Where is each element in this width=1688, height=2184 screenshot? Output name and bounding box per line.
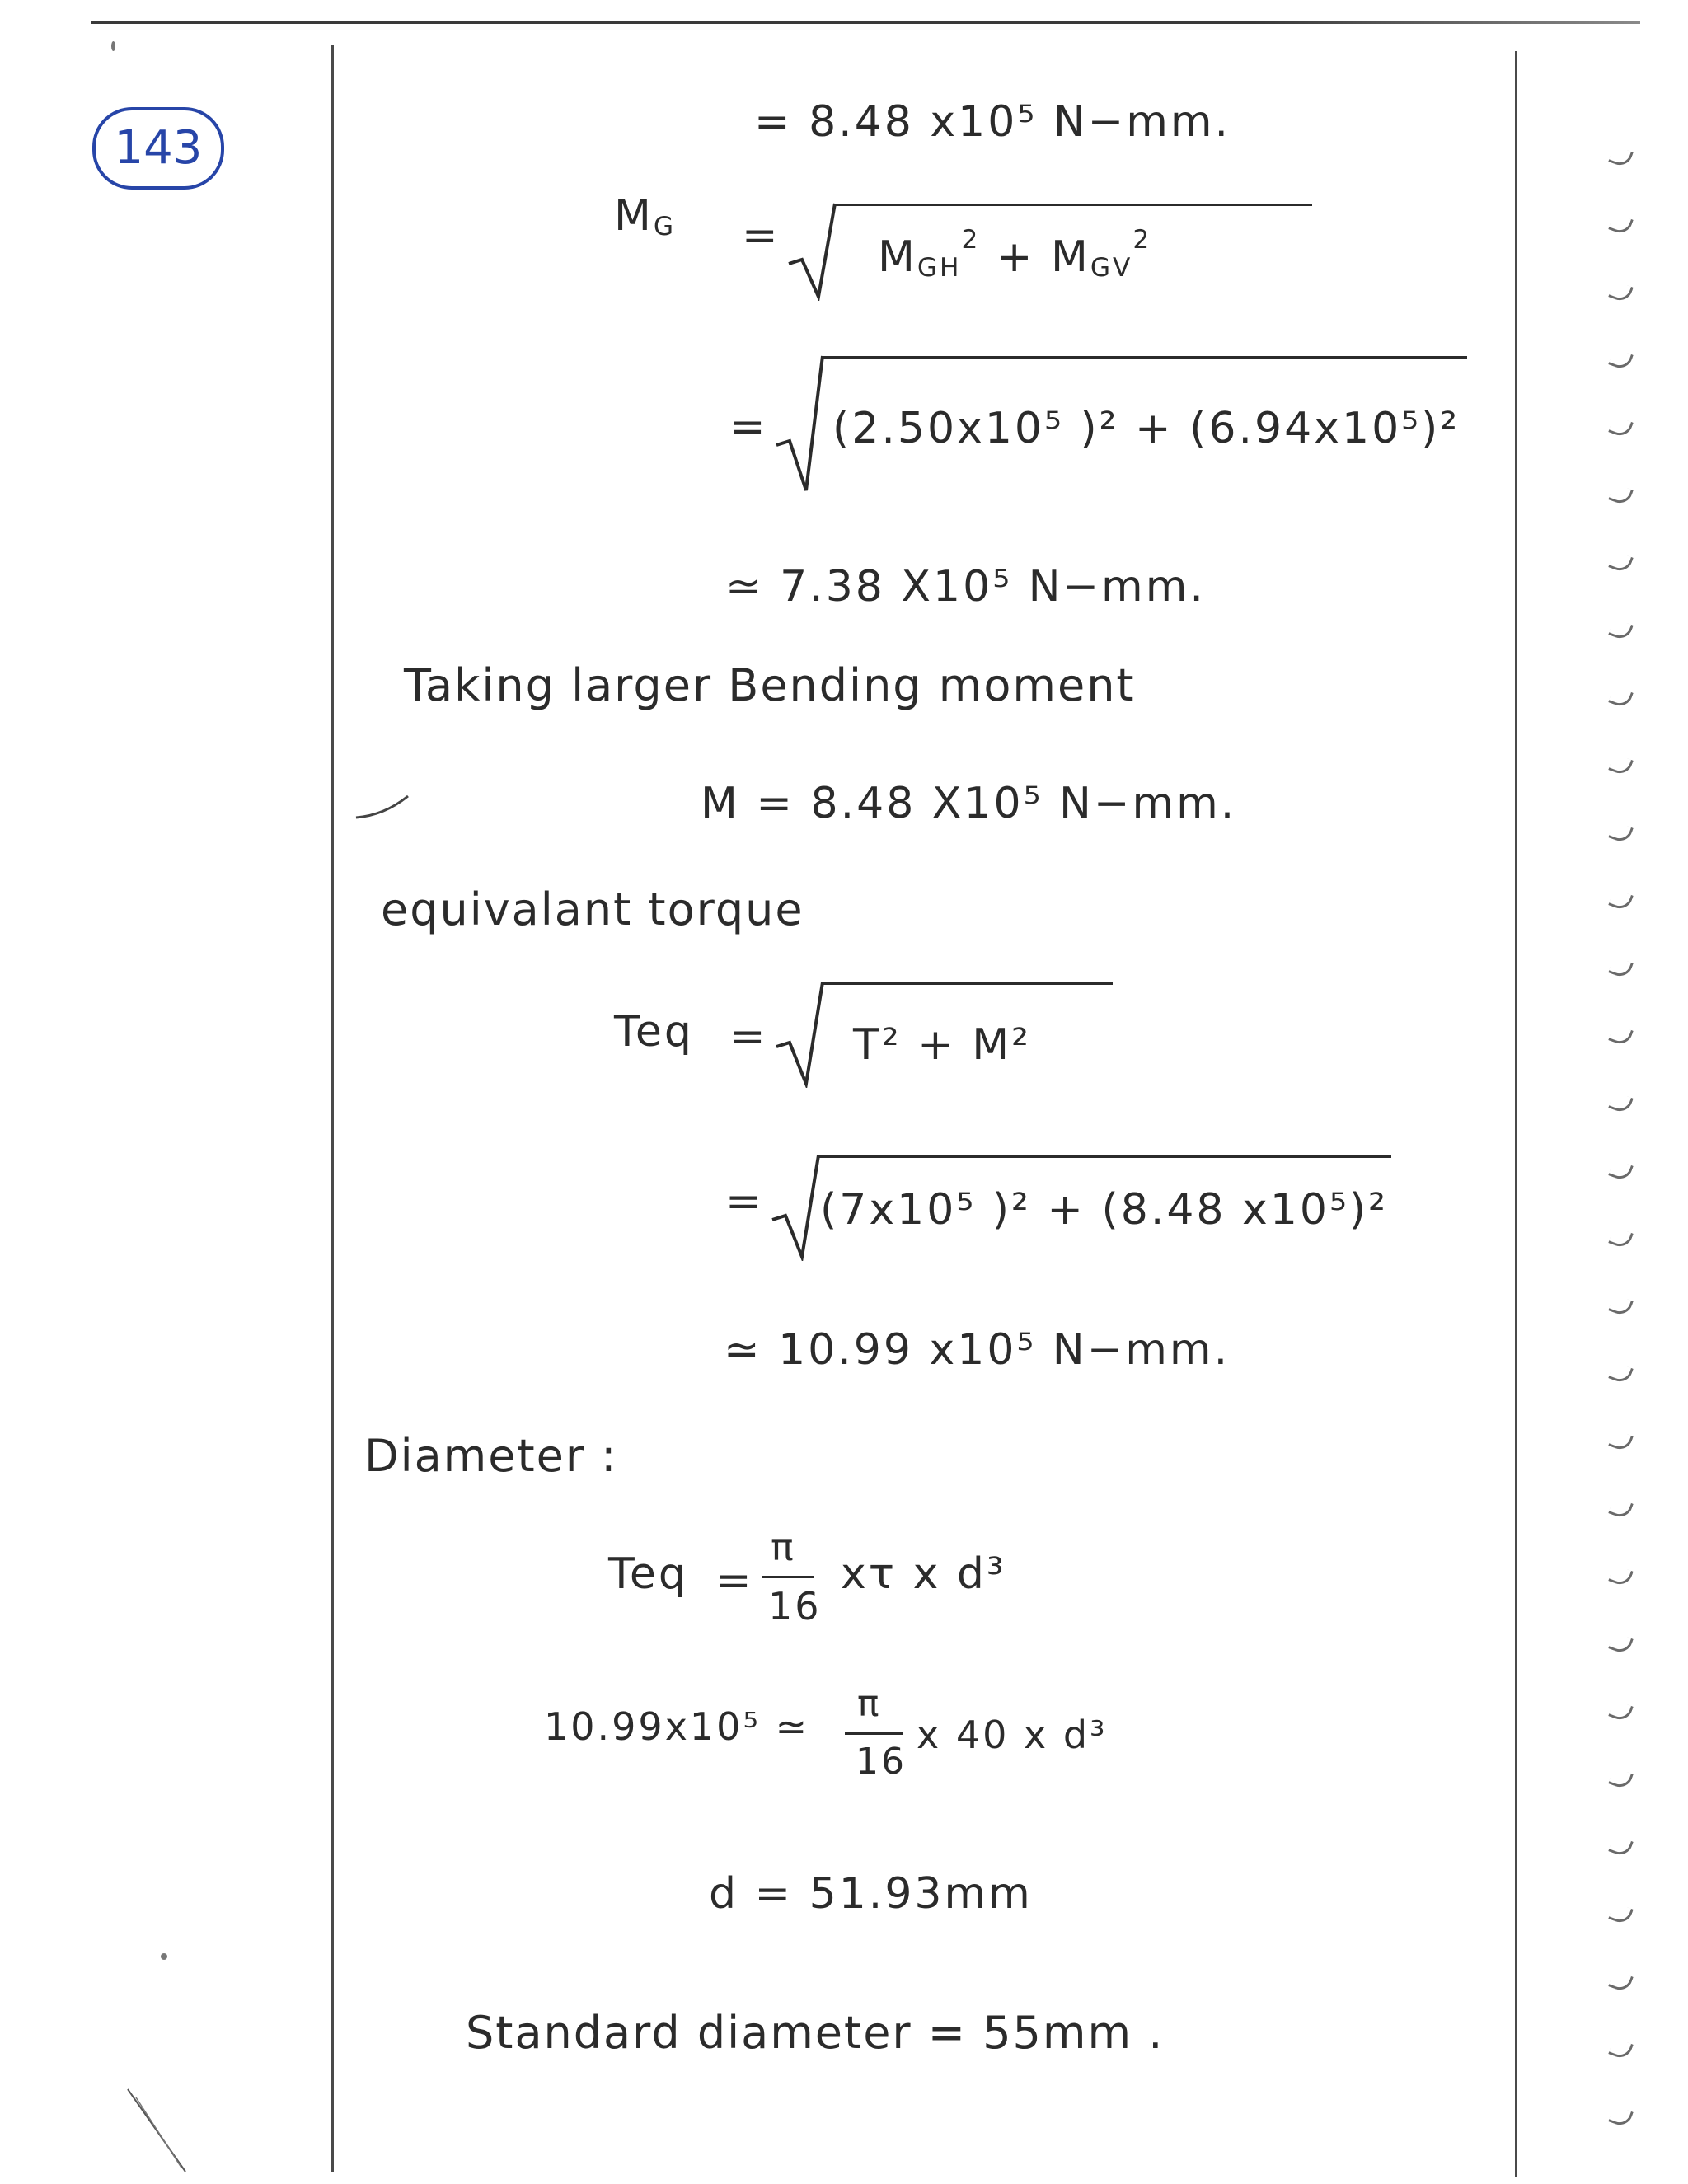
scan-speck	[161, 1953, 167, 1960]
teq-substitution: (7x10⁵ )² + (8.48 x10⁵)²	[820, 1185, 1388, 1235]
mg-equals: =	[742, 211, 781, 260]
mg-substitution: (2.50x10⁵ )² + (6.94x10⁵)²	[832, 404, 1461, 453]
scan-scratch	[124, 2085, 190, 2176]
sixteen-denominator-1: 16	[768, 1584, 822, 1629]
taking-larger-heading: Taking larger Bending moment	[404, 659, 1136, 711]
page-number-badge: 143	[92, 107, 224, 190]
sqrt-symbol-4	[771, 1154, 820, 1261]
sqrt-bar-3	[823, 982, 1113, 985]
sqrt-symbol-1	[787, 202, 837, 301]
m-value-line: M = 8.48 X10⁵ N−mm.	[701, 779, 1237, 828]
mg-subscript: G	[653, 212, 677, 242]
line-mg-max: = 8.48 x10⁵ N−mm.	[754, 97, 1231, 147]
equals-3: =	[725, 1177, 764, 1226]
teq-equals-1: =	[729, 1012, 768, 1062]
equals-2: =	[729, 402, 768, 452]
scan-speck	[111, 41, 115, 51]
teq-rhs-rest: xτ x d³	[841, 1549, 1006, 1599]
teq-result: ≃ 10.99 x10⁵ N−mm.	[724, 1325, 1231, 1375]
spiral-binding	[1601, 148, 1650, 2159]
right-margin-line	[1515, 51, 1517, 2177]
sqrt-bar-4	[818, 1155, 1391, 1158]
left-margin-line	[331, 45, 334, 2172]
diameter-result: d = 51.93mm	[709, 1869, 1033, 1919]
mg-label	[614, 191, 676, 241]
top-rule	[91, 21, 1640, 24]
mgv-letter: + M	[996, 232, 1090, 282]
teq-equals-2: =	[715, 1556, 754, 1605]
mgh-letter: M	[878, 232, 917, 282]
pi-numerator-1: π	[771, 1525, 796, 1569]
teq-label-2: Teq	[608, 1549, 688, 1599]
sqrt-symbol-2	[775, 354, 824, 494]
sqrt-bar-1	[834, 204, 1312, 206]
sqrt-bar-2	[823, 356, 1467, 359]
teq-formula: T² + M²	[853, 1020, 1031, 1070]
margin-pencil-mark	[354, 791, 412, 824]
pi-numerator-2: π	[857, 1683, 882, 1725]
equivalent-torque-heading: equivalant torque	[381, 883, 804, 935]
fraction-bar-1	[762, 1576, 814, 1578]
sixteen-denominator-2: 16	[856, 1741, 907, 1783]
fraction-bar-2	[845, 1732, 903, 1735]
mg-letter: M	[614, 191, 654, 241]
sqrt-symbol-3	[775, 981, 824, 1088]
diameter-heading: Diameter :	[364, 1430, 618, 1482]
mgv-subscript: GV	[1090, 253, 1133, 284]
lhs-value: 10.99x10⁵ ≃	[544, 1704, 810, 1749]
mgh-mgv-expression: $M_{GH}^2 + M_{GV}^2$	[878, 224, 1152, 284]
mgh-subscript: GH	[917, 253, 962, 284]
standard-diameter-line: Standard diameter = 55mm .	[466, 2007, 1165, 2059]
rhs-rest: x 40 x d³	[917, 1713, 1108, 1757]
teq-label-1: Teq	[614, 1007, 694, 1057]
mg-result: ≃ 7.38 X10⁵ N−mm.	[725, 562, 1206, 612]
